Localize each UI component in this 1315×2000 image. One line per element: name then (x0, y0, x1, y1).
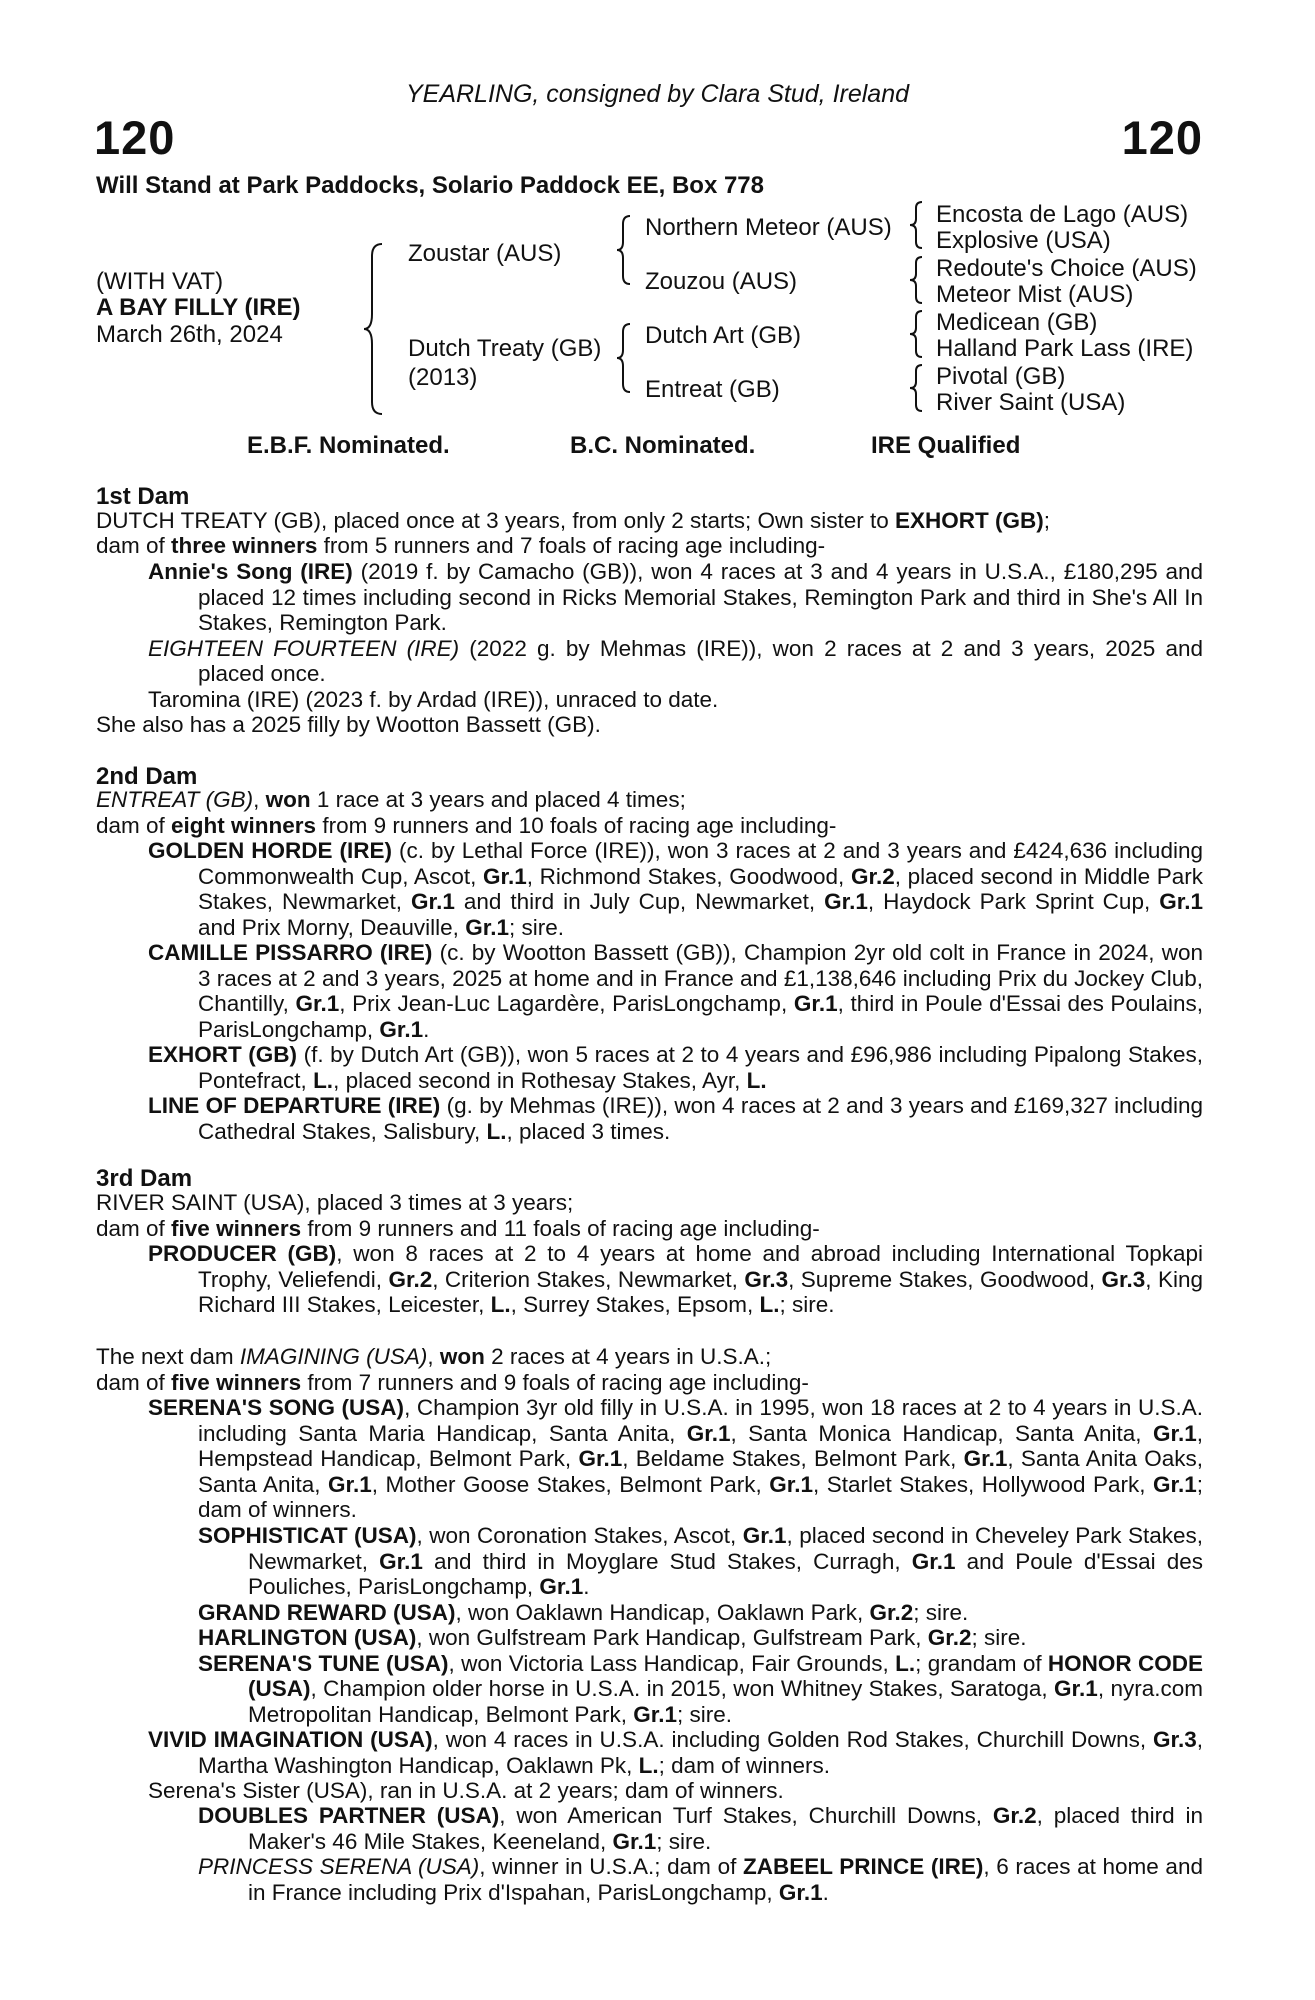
gg-dam-2: Meteor Mist (AUS) (936, 281, 1134, 308)
second-dam-heading: 2nd Dam (96, 763, 198, 790)
vat-note: (WITH VAT) (96, 268, 224, 295)
produce-serenas-sister: Serena's Sister (USA), ran in U.S.A. at 2 years; dam of winners. (148, 1778, 784, 1803)
gg-sire-4: Pivotal (GB) (936, 363, 1066, 390)
gg-sire-1: Encosta de Lago (AUS) (936, 201, 1189, 228)
produce-doubles-partner: DOUBLES PARTNER (USA), won American Turf Stakes, Churchill Downs, Gr.2, placed third in Maker's 46 Mile Stakes, Keeneland, Gr.1; sire. (198, 1803, 1203, 1854)
third-dam-line-2: dam of five winners from 9 runners and 11 foals of racing age including- (96, 1216, 820, 1241)
next-dam-produce-1 (148, 1395, 1203, 1523)
sire-sire: Northern Meteor (AUS) (645, 214, 892, 241)
first-dam-heading: 1st Dam (96, 483, 190, 510)
ebf-nomination: E.B.F. Nominated. (247, 432, 450, 459)
dam-year: (2013) (408, 364, 478, 391)
gg-dam-1: Explosive (USA) (936, 227, 1111, 254)
next-dam-grandproduce-1 (198, 1523, 1203, 1727)
brace-dd (906, 363, 928, 413)
produce-line-of-departure: LINE OF DEPARTURE (IRE) (g. by Mehmas (IRE)), won 4 races at 2 and 3 years and £169,327 including Cathedral Stakes, Salisbury, L., placed 3 times. (148, 1093, 1203, 1144)
first-dam-line-1: DUTCH TREATY (GB), placed once at 3 years, from only 2 starts; Own sister to EXHORT (GB); (96, 508, 1051, 533)
produce-golden-horde: GOLDEN HORDE (IRE) (c. by Lethal Force (IRE)), won 3 races at 2 and 3 years and £424,636 including Commonwealth Cup, Ascot, Gr.1, Richmond Stakes, Goodwood, Gr.2, placed second in Middle Park Stakes, Newmarket, Gr.1 and third in July Cup, Newmarket, Gr.1, Haydock Park Sprint Cup, Gr.1 and Prix Morny, Deauville, Gr.1; sire. (148, 838, 1203, 940)
next-dam-grandproduce-2 (198, 1803, 1203, 1905)
sire-dam: Zouzou (AUS) (645, 268, 798, 295)
gg-dam-4: River Saint (USA) (936, 389, 1126, 416)
brace-dam (614, 322, 636, 394)
third-dam-line-1: RIVER SAINT (USA), placed 3 times at 3 years; (96, 1190, 574, 1215)
produce-annies-song: Annie's Song (IRE) (2019 f. by Camacho (GB)), won 4 races at 3 and 4 years in U.S.A., £180,295 and placed 12 times including second in Ricks Memorial Stakes, Remington Park and third in She's All In Stakes, Remington Park. (148, 559, 1203, 635)
third-dam-produce (148, 1241, 1203, 1318)
birth-date: March 26th, 2024 (96, 321, 283, 348)
horse-name: A BAY FILLY (IRE) (96, 294, 301, 321)
produce-serenas-song: SERENA'S SONG (USA), Champion 3yr old filly in U.S.A. in 1995, won 18 races at 2 to 4 years in U.S.A. including Santa Maria Handicap, Santa Anita, Gr.1, Santa Monica Handicap, Santa Anita, Gr.1, Hempstead Handicap, Belmont Park, Gr.1, Beldame Stakes, Belmont Park, Gr.1, Santa Anita Oaks, Santa Anita, Gr.1, Mother Goose Stakes, Belmont Park, Gr.1, Starlet Stakes, Hollywood Park, Gr.1; dam of winners. (148, 1395, 1203, 1522)
first-dam-line-2: dam of three winners from 5 runners and 7 foals of racing age including- (96, 533, 826, 558)
lot-number-left: 120 (94, 111, 176, 164)
bc-nomination: B.C. Nominated. (570, 432, 756, 459)
ire-qualified: IRE Qualified (871, 432, 1021, 459)
produce-taromina: Taromina (IRE) (2023 f. by Ardad (IRE)), unraced to date. (148, 686, 719, 712)
brace-main (360, 240, 390, 418)
gg-dam-3: Halland Park Lass (IRE) (936, 335, 1194, 362)
first-dam-produce (148, 559, 1203, 712)
gg-sire-2: Redoute's Choice (AUS) (936, 255, 1197, 282)
gg-sire-3: Medicean (GB) (936, 309, 1098, 336)
produce-sophisticat: SOPHISTICAT (USA), won Coronation Stakes, Ascot, Gr.1, placed second in Cheveley Park Stakes, Newmarket, Gr.1 and third in Moyglare Stud Stakes, Curragh, Gr.1 and Poule d'Essai des Pouliches, ParisLongchamp, Gr.1. (198, 1523, 1203, 1599)
dam-dam: Entreat (GB) (645, 376, 780, 403)
brace-ds (906, 309, 928, 359)
second-dam-line-1: ENTREAT (GB), won 1 race at 3 years and placed 4 times; (96, 787, 686, 812)
next-dam-line-1: The next dam IMAGINING (USA), won 2 races at 4 years in U.S.A.; (96, 1344, 772, 1369)
produce-exhort: EXHORT (GB) (f. by Dutch Art (GB)), won 5 races at 2 to 4 years and £96,986 including Pipalong Stakes, Pontefract, L., placed second in Rothesay Stakes, Ayr, L. (148, 1042, 1204, 1093)
produce-grand-reward: GRAND REWARD (USA), won Oaklawn Handicap, Oaklawn Park, Gr.2; sire. (198, 1599, 969, 1625)
produce-vivid-imagination: VIVID IMAGINATION (USA), won 4 races in U.S.A. including Golden Rod Stakes, Churchill Downs, Gr.3, Martha Washington Handicap, Oaklawn Pk, L.; dam of winners. (148, 1727, 1204, 1778)
lot-number-right: 120 (1121, 111, 1203, 164)
brace-sire (614, 214, 636, 286)
next-dam-line-2: dam of five winners from 7 runners and 9 foals of racing age including- (96, 1370, 809, 1395)
third-dam-heading: 3rd Dam (96, 1165, 193, 1192)
brace-ss (906, 200, 928, 250)
consignor-line: YEARLING, consigned by Clara Stud, Ireland (405, 80, 910, 108)
sire: Zoustar (AUS) (408, 240, 562, 267)
dam-sire: Dutch Art (GB) (645, 322, 802, 349)
produce-serenas-tune: SERENA'S TUNE (USA), won Victoria Lass Handicap, Fair Grounds, L.; grandam of HONOR CODE (USA), Champion older horse in U.S.A. in 2015, won Whitney Stakes, Saratoga, Gr.1, nyra.com Metropolitan Handicap, Belmont Park, Gr.1; sire. (198, 1650, 1204, 1727)
stand-location: Will Stand at Park Paddocks, Solario Paddock EE, Box 778 (96, 172, 765, 199)
produce-camille-pissarro: CAMILLE PISSARRO (IRE) (c. by Wootton Bassett (GB)), Champion 2yr old colt in France in 2024, won 3 races at 2 and 3 years, 2025 at home and in France and £1,138,646 including Prix du Jockey Club, Chantilly, Gr.1, Prix Jean-Luc Lagardère, ParisLongchamp, Gr.1, third in Poule d'Essai des Poulains, ParisLongchamp, Gr.1. (148, 940, 1203, 1042)
first-dam-line-3: She also has a 2025 filly by Wootton Bassett (GB). (96, 712, 601, 737)
next-dam-produce-2 (148, 1727, 1203, 1804)
brace-sd (906, 255, 928, 305)
produce-harlington: HARLINGTON (USA), won Gulfstream Park Handicap, Gulfstream Park, Gr.2; sire. (198, 1625, 1027, 1650)
produce-princess-serena: PRINCESS SERENA (USA), winner in U.S.A.; dam of ZABEEL PRINCE (IRE), 6 races at home and in France including Prix d'Ispahan, ParisLongchamp, Gr.1. (198, 1854, 1203, 1905)
dam-name: Dutch Treaty (GB) (408, 335, 602, 362)
second-dam-line-2: dam of eight winners from 9 runners and 10 foals of racing age including- (96, 813, 837, 838)
produce-producer: PRODUCER (GB), won 8 races at 2 to 4 years at home and abroad including International Topkapi Trophy, Veliefendi, Gr.2, Criterion Stakes, Newmarket, Gr.3, Supreme Stakes, Goodwood, Gr.3, King Richard III Stakes, Leicester, L., Surrey Stakes, Epsom, L.; sire. (148, 1241, 1204, 1317)
produce-eighteen-fourteen: EIGHTEEN FOURTEEN (IRE) (2022 g. by Mehmas (IRE)), won 2 races at 2 and 3 years, 2025 and placed once. (148, 635, 1203, 686)
second-dam-produce (148, 838, 1203, 1144)
